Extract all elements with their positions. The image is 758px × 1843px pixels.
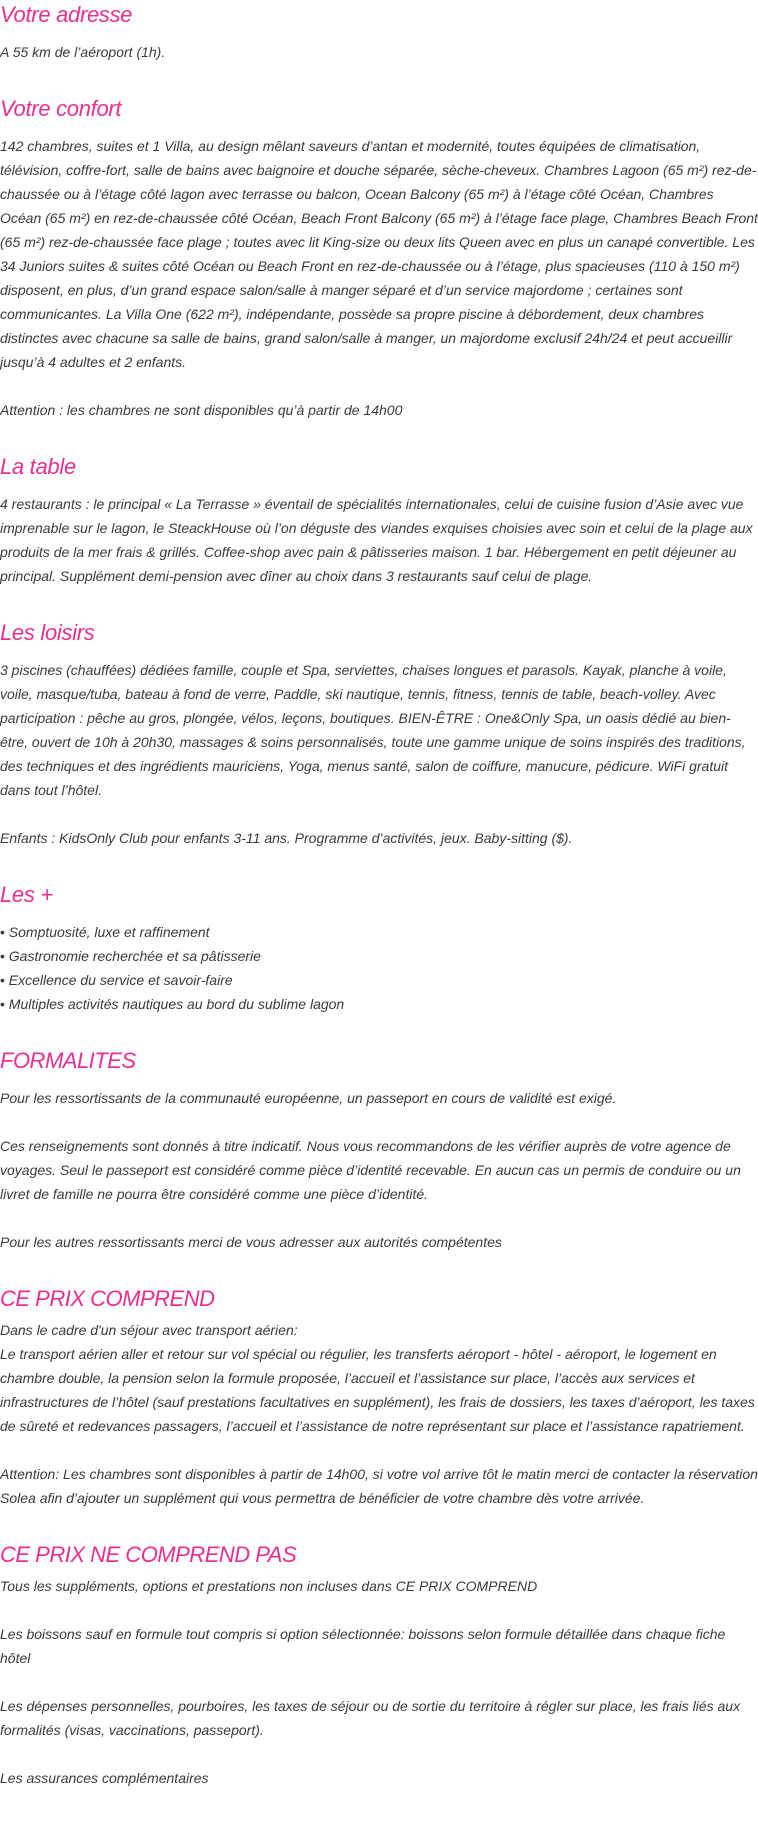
list-item: • Somptuosité, luxe et raffinement: [0, 920, 758, 944]
ne-comprend-text-2: Les boissons sauf en formule tout compris si option sélectionnée: boissons selon formule détaillée dans chaque fiche hôtel: [0, 1626, 726, 1666]
section-title-table: La table: [0, 454, 76, 479]
formalites-text-3: Pour les autres ressortissants merci de vous adresser aux autorités compétentes: [0, 1234, 502, 1250]
section-title-formalites: FORMALITES: [0, 1048, 136, 1073]
section-title-plus: Les +: [0, 882, 53, 907]
comprend-text: Le transport aérien aller et retour sur vol spécial ou régulier, les transferts aéroport - hôtel - aéroport, le logement en chambre double, la pension selon la formule proposée, l’accueil et l’assistance sur place, l’accès aux services et infrastructures de l’hôtel (sauf prestations facultatives en supplément), les frais de dossiers, les taxes d’aéroport, les taxes de sûreté et redevances passagers, l’accueil et l’assistance de notre représentant sur place et l’assistance rapatriement.: [0, 1346, 755, 1434]
confort-attention: Attention : les chambres ne sont disponibles qu’à partir de 14h00: [0, 402, 403, 418]
loisirs-text: 3 piscines (chauffées) dédiées famille, couple et Spa, serviettes, chaises longues et parasols. Kayak, planche à voile, voile, masque/tuba, bateau à fond de verre, Paddle, ski nautique, tennis, fitness, tennis de table, beach-volley. Avec participation : pêche au gros, plongée, vélos, leçons, boutiques. BIEN-ÊTRE : One&Only Spa, un oasis dédié au bien-être, ouvert de 10h à 20h30, massages & soins personnalisés, toute une gamme unique de soins inspirés des traditions, des techniques et des ingrédients mauriciens, Yoga, menus santé, salon de coiffure, manucure, pédicure. WiFi gratuit dans tout l’hôtel.: [0, 662, 746, 798]
section-title-confort: Votre confort: [0, 96, 122, 121]
ne-comprend-text-4: Les assurances complémentaires: [0, 1770, 209, 1786]
section-title-ne-comprend: CE PRIX NE COMPREND PAS: [0, 1542, 297, 1567]
formalites-text-1: Pour les ressortissants de la communauté européenne, un passeport en cours de validité est exigé.: [0, 1090, 617, 1106]
ne-comprend-text-1: Tous les suppléments, options et prestations non incluses dans CE PRIX COMPREND: [0, 1578, 538, 1594]
table-text: 4 restaurants : le principal « La Terrasse » éventail de spécialités internationales, celui de cuisine fusion d’Asie avec vue imprenable sur le lagon, le SteackHouse où l’on déguste des viandes exquises choisies avec soin et celui de la plage aux produits de la mer frais & grillés. Coffee-shop avec pain & pâtisseries maison. 1 bar. Hébergement en petit déjeuner au principal. Supplément demi-pension avec dîner au choix dans 3 restaurants sauf celui de plage.: [0, 496, 753, 584]
list-item: • Multiples activités nautiques au bord du sublime lagon: [0, 992, 758, 1016]
list-item: • Excellence du service et savoir-faire: [0, 968, 758, 992]
section-title-comprend: CE PRIX COMPREND: [0, 1286, 215, 1311]
formalites-text-2: Ces renseignements sont donnés à titre indicatif. Nous vous recommandons de les vérifier auprès de votre agence de voyages. Seul le passeport est considéré comme pièce d’identité recevable. En aucun cas un permis de conduire ou un livret de famille ne pourra être considéré comme une pièce d’identité.: [0, 1138, 741, 1202]
section-title-loisirs: Les loisirs: [0, 620, 95, 645]
loisirs-enfants: Enfants : KidsOnly Club pour enfants 3-11 ans. Programme d’activités, jeux. Baby-sitting ($).: [0, 830, 573, 846]
list-item: • Gastronomie recherchée et sa pâtisserie: [0, 944, 758, 968]
section-title-adresse: Votre adresse: [0, 2, 133, 27]
adresse-text: A 55 km de l’aéroport (1h).: [0, 44, 166, 60]
comprend-intro: Dans le cadre d'un séjour avec transport aérien:: [0, 1322, 298, 1338]
ne-comprend-text-3: Les dépenses personnelles, pourboires, les taxes de séjour ou de sortie du territoire à régler sur place, les frais liés aux formalités (visas, vaccinations, passeport).: [0, 1698, 741, 1738]
plus-list: [0, 920, 758, 1016]
confort-text: 142 chambres, suites et 1 Villa, au design mêlant saveurs d’antan et modernité, toutes équipées de climatisation, télévision, coffre-fort, salle de bains avec baignoire et douche séparée, sèche-cheveux. Chambres Lagoon (65 m²) rez-de-chaussée ou à l’étage côté lagon avec terrasse ou balcon, Ocean Balcony (65 m²) à l’étage côté Océan, Chambres Océan (65 m²) en rez-de-chaussée côté Océan, Beach Front Balcony (65 m²) à l’étage face plage, Chambres Beach Front (65 m²) rez-de-chaussée face plage ; toutes avec lit King-size ou deux lits Queen avec en plus un canapé convertible. Les 34 Juniors suites & suites côté Océan ou Beach Front en rez-de-chaussée ou à l’étage, plus spacieuses (110 à 150 m²) disposent, en plus, d’un grand espace salon/salle à manger séparé et d’un service majordome ; certaines sont communicantes. La Villa One (622 m²), indépendante, possède sa propre piscine à débordement, deux chambres distinctes avec chacune sa salle de bains, grand salon/salle à manger, un majordome exclusif 24h/24 et peut accueillir jusqu’à 4 adultes et 2 enfants.: [0, 138, 758, 370]
comprend-attention: Attention: Les chambres sont disponibles à partir de 14h00, si votre vol arrive tôt le matin merci de contacter la réservation Solea afin d’ajouter un supplément qui vous permettra de bénéficier de votre chambre dès votre arrivée.: [0, 1466, 758, 1506]
